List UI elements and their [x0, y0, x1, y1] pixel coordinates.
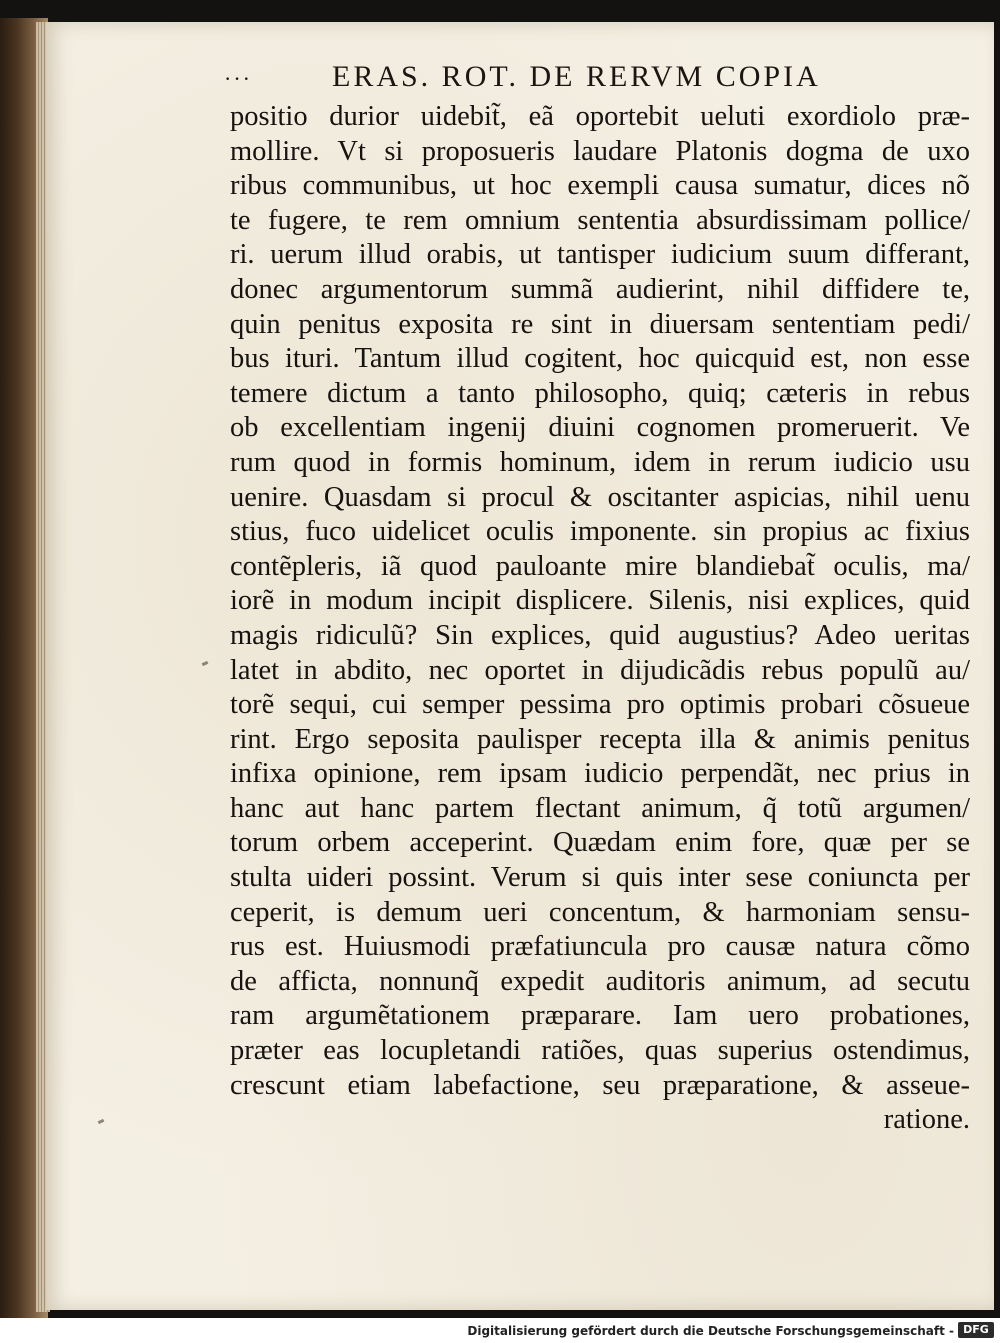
running-title: ERAS. ROT. DE RERVM COPIA — [332, 60, 821, 93]
text-line-final: ratione. — [883, 1104, 970, 1136]
text-line: magis ridiculũ? Sin explices, quid augustius? Adeo ueritas — [230, 619, 970, 651]
text-line: crescunt etiam labefactione, seu præparatione, & asseue- — [230, 1069, 970, 1101]
text-line: ceperit, is demum ueri concentum, & harmoniam sensu- — [230, 896, 970, 928]
text-line: rint. Ergo seposita paulisper recepta illa & animis penitus — [230, 723, 970, 755]
folio-mark: ··· — [224, 66, 252, 91]
text-line: mollire. Vt si proposueris laudare Platonis dogma de uxo — [230, 135, 970, 167]
text-line: rus est. Huiusmodi præfatiuncula pro causæ natura cõmo — [230, 931, 970, 963]
text-line: stulta uideri possint. Verum si quis inter sese coniuncta per — [230, 862, 970, 894]
ink-speck — [202, 661, 209, 666]
body-text — [230, 100, 970, 1138]
ink-speck — [98, 1119, 105, 1124]
text-line: torum orbem acceperint. Quædam enim fore, quæ per se — [230, 827, 970, 859]
funding-credit: Digitalisierung gefördert durch die Deutsche Forschungsgemeinschaft - — [467, 1324, 954, 1338]
text-line: quin penitus exposita re sint in diuersam sententiam pedi/ — [230, 308, 970, 340]
text-line: contẽpleris, iã quod pauloante mire blandiebat̃ oculis, ma/ — [230, 550, 970, 582]
text-line: uenire. Quasdam si procul & oscitanter aspicias, nihil uenu — [230, 481, 970, 513]
book-page — [46, 22, 994, 1310]
text-line: rum quod in formis hominum, idem in rerum iudicio usu — [230, 446, 970, 478]
text-line: præter eas locupletandi ratiões, quas superius ostendimus, — [230, 1035, 970, 1067]
footer-bar — [0, 1318, 1000, 1343]
text-line: de afficta, nonnunq̃ expedit auditoris animum, ad secutu — [230, 965, 970, 997]
text-line: iorẽ in modum incipit displicere. Silenis, nisi explices, quid — [230, 585, 970, 617]
text-line: torẽ sequi, cui semper pessima pro optimis probari cõsueue — [230, 689, 970, 721]
dfg-logo: DFG — [958, 1322, 994, 1338]
text-line: temere dictum a tanto philosopho, quiq; cæteris in rebus — [230, 377, 970, 409]
text-line: latet in abdito, nec oportet in dijudicãdis rebus populũ au/ — [230, 654, 970, 686]
text-line: te fugere, te rem omnium sententia absurdissimam pollice/ — [230, 204, 970, 236]
text-line: ri. uerum illud orabis, ut tantisper iudicium suum differant, — [230, 239, 970, 271]
text-line: ribus communibus, ut hoc exempli causa sumatur, dices nõ — [230, 170, 970, 202]
text-line: donec argumentorum summã audierint, nihil diffidere te, — [230, 273, 970, 305]
text-line: positio durior uidebit̃, eã oportebit ueluti exordiolo præ- — [230, 101, 970, 132]
text-line: ob excellentiam ingenij diuini cognomen promeruerit. Ve — [230, 412, 970, 444]
text-line: hanc aut hanc partem flectant animum, q̃ totũ argumen/ — [230, 792, 970, 824]
text-line: ram argumẽtationem præparare. Iam uero probationes, — [230, 1000, 970, 1032]
text-line: infixa opinione, rem ipsam iudicio perpendãt, nec prius in — [230, 758, 970, 790]
text-line: bus ituri. Tantum illud cogitent, hoc quicquid est, non esse — [230, 343, 970, 375]
text-line: stius, fuco uidelicet oculis imponente. sin propius ac fixius — [230, 516, 970, 548]
